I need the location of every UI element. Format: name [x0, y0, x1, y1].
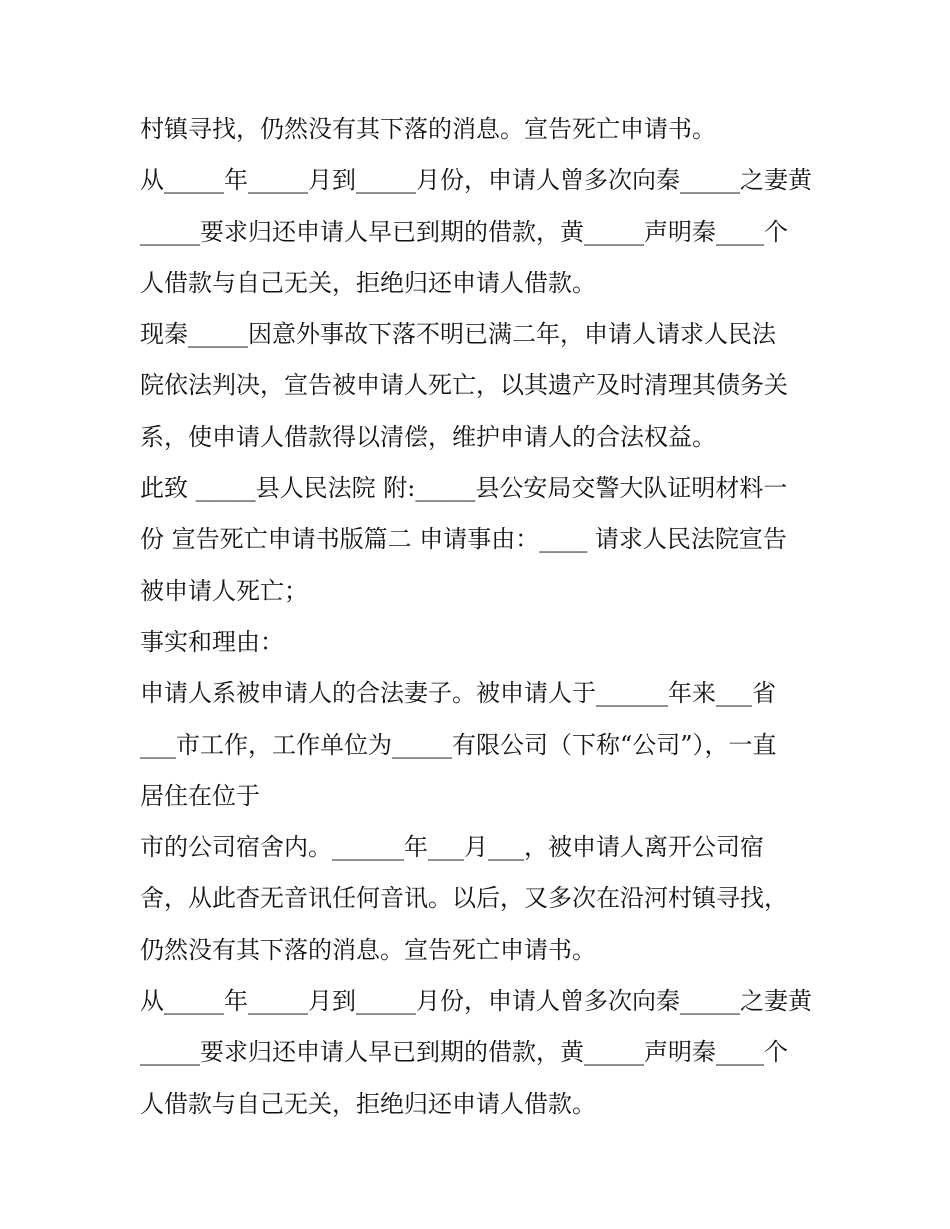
text-line: 系，使申请人借款得以清偿，维护申请人的合法权益。 — [140, 422, 716, 451]
text-line: 仍然没有其下落的消息。宣告死亡申请书。 — [140, 935, 596, 964]
text-line: 居住在位于 — [140, 781, 260, 810]
text-line: 舍，从此杳无音讯任何音讯。以后，又多次在沿河村镇寻找， — [140, 884, 788, 913]
text-line: 被申请人死亡； — [140, 576, 308, 605]
text-line: 现秦_____因意外事故下落不明已满二年，申请人请求人民法 — [140, 320, 776, 349]
text-line: 此致 _____县人民法院 附:_____县公安局交警大队证明材料一 — [140, 474, 788, 503]
text-line: 申请人系被申请人的合法妻子。被申请人于______年来___省 — [140, 679, 776, 708]
text-line: _____要求归还申请人早已到期的借款，黄_____声明秦____个 — [140, 217, 788, 246]
text-line: 人借款与自己无关，拒绝归还申请人借款。 — [140, 1089, 596, 1118]
text-line: 份 宣告死亡申请书版篇二 申请事由：____ 请求人民法院宣告 — [140, 525, 787, 554]
text-line: 从_____年_____月到_____月份，申请人曾多次向秦_____之妻黄 — [140, 987, 812, 1016]
text-line: 村镇寻找，仍然没有其下落的消息。宣告死亡申请书。 — [140, 115, 716, 143]
text-line: ___市工作，工作单位为_____有限公司（下称“公司”），一直 — [140, 730, 777, 759]
text-line: 人借款与自己无关，拒绝归还申请人借款。 — [140, 268, 596, 297]
text-line: 从_____年_____月到_____月份，申请人曾多次向秦_____之妻黄 — [140, 166, 812, 195]
document-body — [140, 104, 820, 1130]
text-line: 市的公司宿舍内。______年___月___，被申请人离开公司宿 — [140, 833, 764, 862]
text-line: 事实和理由： — [140, 627, 284, 656]
text-line: _____要求归还申请人早已到期的借款，黄_____声明秦____个 — [140, 1038, 788, 1067]
text-line: 院依法判决，宣告被申请人死亡，以其遗产及时清理其债务关 — [140, 371, 788, 400]
